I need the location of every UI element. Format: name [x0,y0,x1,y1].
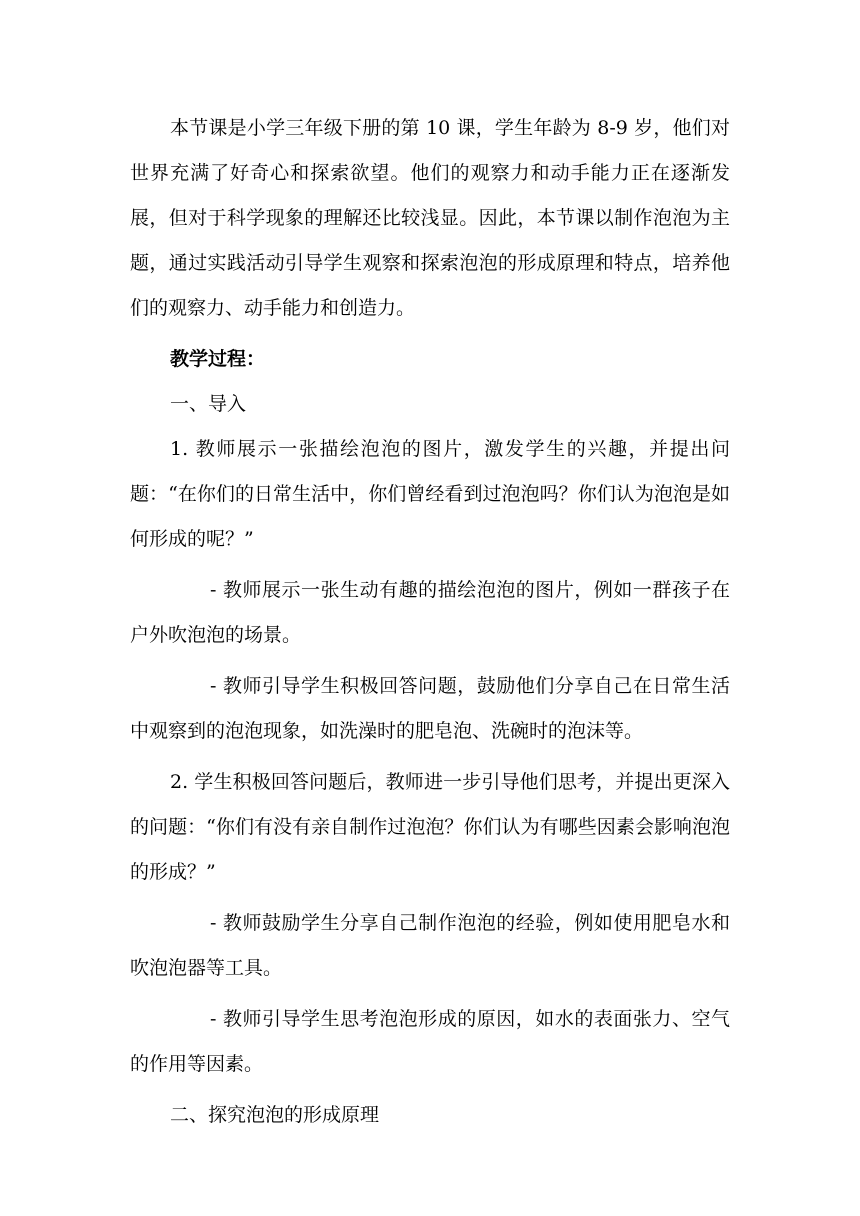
section-explore-title: 二、探究泡泡的形成原理 [170,1104,380,1126]
step-1-paragraph: 1. 教师展示一张描绘泡泡的图片，激发学生的兴趣，并提出问题：“在你们的日常生活中，你们曾经看到过泡泡吗？你们认为泡泡是如何形成的呢？” [130,438,730,550]
step-1-sub-1: - 教师展示一张生动有趣的描绘泡泡的图片，例如一群孩子在户外吹泡泡的场景。 [130,579,730,646]
teaching-process-heading: 教学过程： [170,348,266,370]
step-2-paragraph: 2. 学生积极回答问题后，教师进一步引导他们思考，并提出更深入的问题：“你们有没有亲自制作过泡泡？你们认为有哪些因素会影响泡泡的形成？” [130,771,730,883]
step-2-sub-1: - 教师鼓励学生分享自己制作泡泡的经验，例如使用肥皂水和吹泡泡器等工具。 [130,912,730,979]
document-body [130,106,730,1138]
step-1-sub-2: - 教师引导学生积极回答问题，鼓励他们分享自己在日常生活中观察到的泡泡现象，如洗澡时的肥皂泡、洗碗时的泡沫等。 [130,675,730,742]
intro-paragraph: 本节课是小学三年级下册的第 10 课，学生年龄为 8-9 岁，他们对世界充满了好奇心和探索欲望。他们的观察力和动手能力正在逐渐发展，但对于科学现象的理解还比较浅显。因此，本节课以制作泡泡为主题，通过实践活动引导学生观察和探索泡泡的形成原理和特点，培养他们的观察力、动手能力和创造力。 [130,117,730,319]
step-2-sub-2: - 教师引导学生思考泡泡形成的原因，如水的表面张力、空气的作用等因素。 [130,1008,730,1075]
section-intro-title: 一、导入 [170,393,247,415]
